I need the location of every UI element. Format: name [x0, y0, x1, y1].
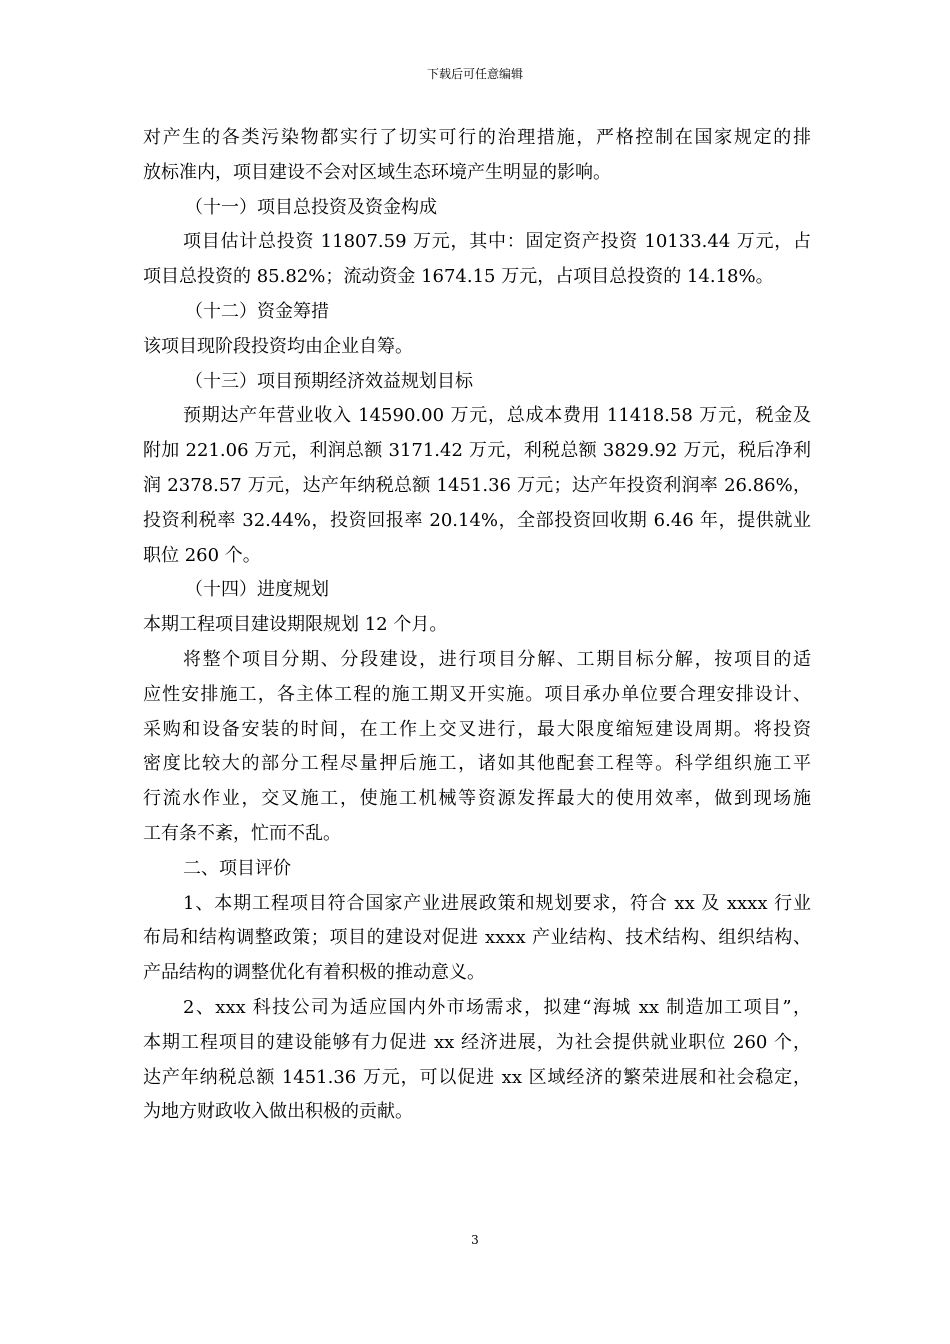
paragraph-line: 1、本期工程项目符合国家产业进展政策和规划要求，符合 xx 及 xxxx 行业: [183, 892, 811, 914]
paragraph-line: 密度比较大的部分工程尽量押后施工，诸如其他配套工程等。科学组织施工平: [143, 753, 811, 775]
section-heading-11: （十一）项目总投资及资金构成: [185, 196, 437, 218]
paragraph-line: 放标准内，项目建设不会对区域生态环境产生明显的影响。: [143, 161, 611, 183]
paragraph-line: 应性安排施工，各主体工程的施工期叉开实施。项目承办单位要合理安排设计、: [143, 683, 811, 705]
paragraph-line: 该项目现阶段投资均由企业自筹。: [143, 335, 413, 357]
paragraph-line: 为地方财政收入做出积极的贡献。: [143, 1101, 413, 1123]
paragraph-line: 产品结构的调整优化有着积极的推动意义。: [143, 962, 485, 984]
paragraph-line: 项目总投资的 85.82%；流动资金 1674.15 万元，占项目总投资的 14.18%。: [143, 266, 774, 288]
document-body: [143, 121, 811, 1130]
paragraph-line: 附加 221.06 万元，利润总额 3171.42 万元，利税总额 3829.92 万元，税后净利: [143, 440, 811, 462]
section-heading-13: （十三）项目预期经济效益规划目标: [185, 370, 473, 392]
paragraph-line: 投资利税率 32.44%，投资回报率 20.14%，全部投资回收期 6.46 年，提供就业: [143, 509, 811, 531]
section-heading-evaluation: 二、项目评价: [183, 857, 291, 879]
paragraph-line: 本期工程项目建设期限规划 12 个月。: [143, 614, 448, 636]
paragraph-line: 职位 260 个。: [143, 544, 261, 566]
paragraph-line: 预期达产年营业收入 14590.00 万元，总成本费用 11418.58 万元，税金及: [183, 405, 811, 427]
paragraph-line: 行流水作业，交叉施工，使施工机械等资源发挥最大的使用效率，做到现场施: [143, 788, 811, 810]
paragraph-line: 将整个项目分期、分段建设，进行项目分解、工期目标分解，按项目的适: [183, 648, 811, 670]
section-heading-14: （十四）进度规划: [185, 579, 329, 601]
paragraph-line: 项目估计总投资 11807.59 万元，其中：固定资产投资 10133.44 万元，占: [183, 231, 811, 253]
paragraph-line: 对产生的各类污染物都实行了切实可行的治理措施，严格控制在国家规定的排: [143, 127, 811, 148]
paragraph-line: 2、xxx 科技公司为适应国内外市场需求，拟建“海城 xx 制造加工项目”，: [183, 996, 811, 1018]
paragraph-line: 润 2378.57 万元，达产年纳税总额 1451.36 万元；达产年投资利润率 26.86%，: [143, 474, 811, 496]
section-heading-12: （十二）资金筹措: [185, 300, 329, 322]
page-header: 下载后可任意编辑: [426, 67, 523, 81]
paragraph-line: 布局和结构调整政策；项目的建设对促进 xxxx 产业结构、技术结构、组织结构、: [143, 927, 811, 949]
paragraph-line: 工有条不紊，忙而不乱。: [143, 822, 341, 844]
paragraph-line: 本期工程项目的建设能够有力促进 xx 经济进展，为社会提供就业职位 260 个，: [143, 1031, 811, 1053]
page-number: 3: [471, 1233, 479, 1247]
paragraph-line: 采购和设备安装的时间，在工作上交叉进行，最大限度缩短建设周期。将投资: [143, 718, 811, 740]
paragraph-line: 达产年纳税总额 1451.36 万元，可以促进 xx 区域经济的繁荣进展和社会稳定，: [143, 1066, 811, 1088]
